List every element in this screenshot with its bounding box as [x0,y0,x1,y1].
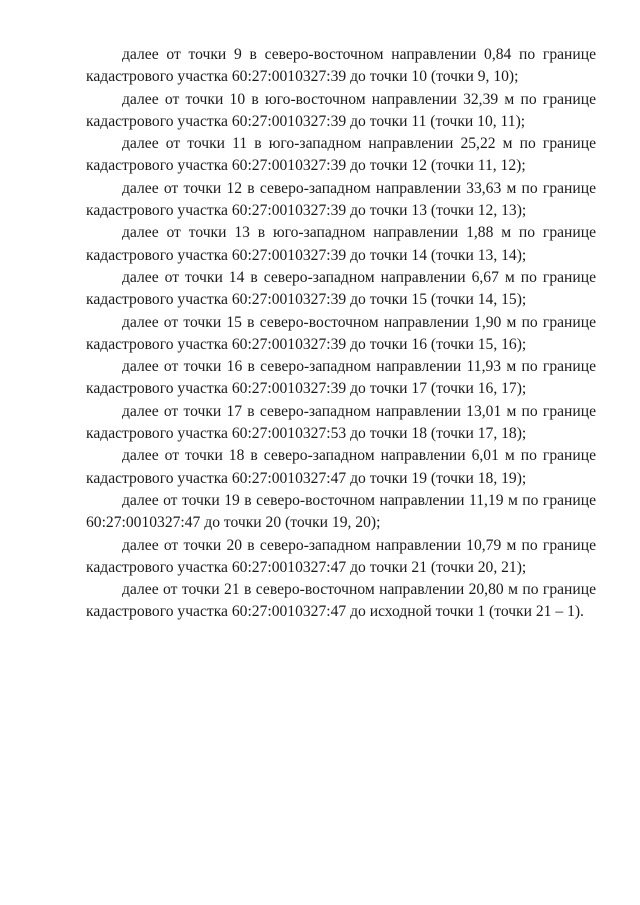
paragraph-segment-21-1: далее от точки 21 в северо-восточном направлении 20,80 м по границе кадастрового участка 60:27:0010327:47 до исходной точки 1 (точки 21 – 1). [86,581,596,621]
document-body [86,44,596,624]
paragraph-segment-14-15: далее от точки 14 в северо-западном направлении 6,67 м по границе кадастрового участка 60:27:0010327:39 до точки 15 (точки 14, 15); [86,268,596,309]
paragraph-segment-18-19: далее от точки 18 в северо-западном направлении 6,01 м по границе кадастрового участка 60:27:0010327:47 до точки 19 (точки 18, 19); [86,447,596,487]
paragraph-segment-20-21: далее от точки 20 в северо-западном направлении 10,79 м по границе кадастрового участка 60:27:0010327:47 до точки 21 (точки 20, 21); [86,536,596,576]
paragraph-segment-12-13: далее от точки 12 в северо-западном направлении 33,63 м по границе кадастрового участка 60:27:0010327:39 до точки 13 (точки 12, 13); [86,179,596,220]
paragraph-segment-15-16: далее от точки 15 в северо-восточном направлении 1,90 м по границе кадастрового участка 60:27:0010327:39 до точки 16 (точки 15, 16); [86,313,596,353]
paragraph-segment-13-14: далее от точки 13 в юго-западном направлении 1,88 м по границе кадастрового участка 60:27:0010327:39 до точки 14 (точки 13, 14); [86,224,596,264]
paragraph-segment-11-12: далее от точки 11 в юго-западном направлении 25,22 м по границе кадастрового участка 60:27:0010327:39 до точки 12 (точки 11, 12); [86,135,596,175]
paragraph-segment-9-10: далее от точки 9 в северо-восточном направлении 0,84 по границе кадастрового участка 60:27:0010327:39 до точки 10 (точки 9, 10); [86,46,596,86]
paragraph-segment-10-11: далее от точки 10 в юго-восточном направлении 32,39 м по границе кадастрового участка 60:27:0010327:39 до точки 11 (точки 10, 11); [86,90,596,130]
paragraph-segment-16-17: далее от точки 16 в северо-западном направлении 11,93 м по границе кадастрового участка 60:27:0010327:39 до точки 17 (точки 16, 17); [86,358,596,398]
paragraph-segment-19-20: далее от точки 19 в северо-восточном направлении 11,19 м по границе 60:27:0010327:47 до точки 20 (точки 19, 20); [86,491,596,532]
paragraph-segment-17-18: далее от точки 17 в северо-западном направлении 13,01 м по границе кадастрового участка 60:27:0010327:53 до точки 18 (точки 17, 18); [86,402,596,443]
